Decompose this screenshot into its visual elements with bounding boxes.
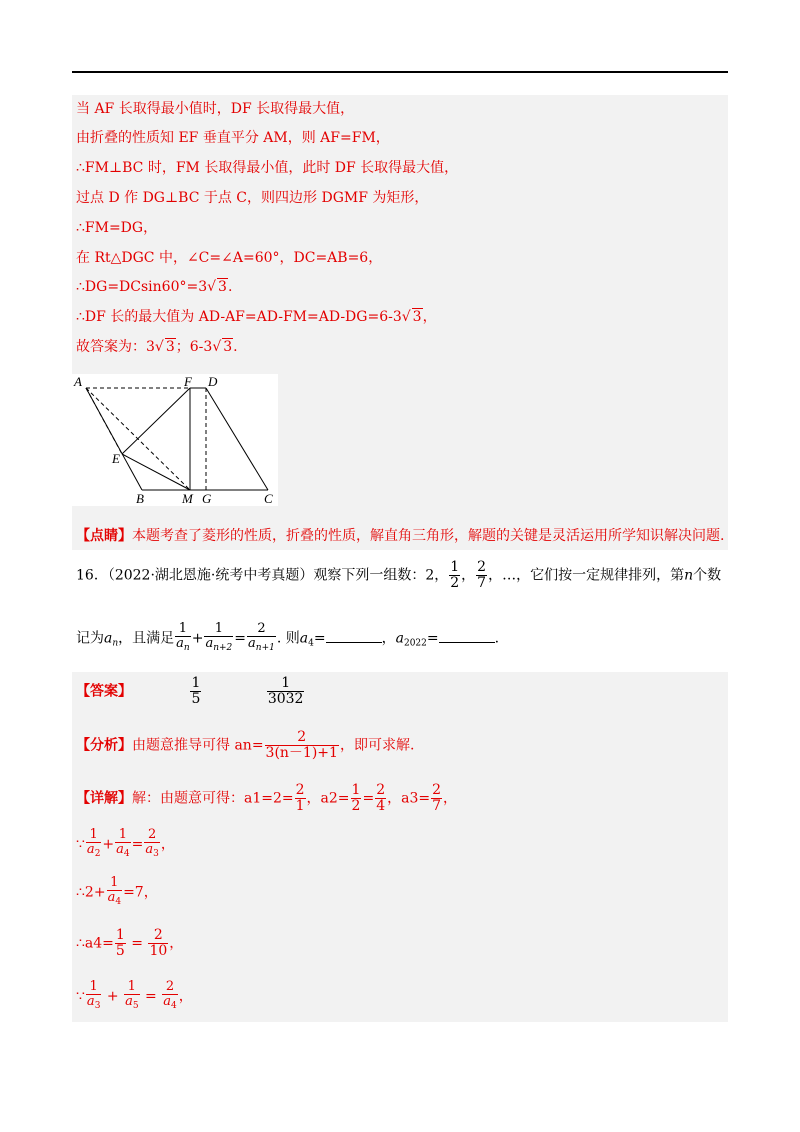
answer-blank-a2022[interactable] (439, 632, 495, 643)
detail-line-5: ∵ $\frac{1}{a_3}$ + $\frac{1}{a_5}$ = $\frac{2}{a_4}$ ， (76, 979, 193, 1011)
var-a: a (86, 842, 95, 857)
sqrt-radicand: 3 (218, 279, 227, 295)
fraction-1-over-an2 (204, 622, 233, 655)
label-C: C (264, 491, 273, 506)
denominator: 5 (115, 943, 125, 959)
denominator: 2 (351, 798, 361, 814)
detail-text: a4= (84, 935, 114, 952)
numerator: 1 (267, 676, 305, 692)
detail-line-3 (76, 876, 158, 909)
sub-5: 5 (132, 1001, 139, 1011)
fraction-1-over-a2 (86, 828, 102, 861)
numerator: 1 (204, 622, 233, 637)
sub-4: 4 (123, 849, 130, 859)
var-a: a (107, 890, 116, 905)
var-a: a (145, 842, 154, 857)
plus-sign: + (191, 630, 204, 647)
denominator: 3(n－1)+1 (265, 745, 338, 761)
sqrt-radicand: 3 (223, 339, 233, 355)
denominator (86, 843, 102, 861)
equals-sign: = (426, 630, 439, 647)
answer-a4-fraction (190, 676, 201, 707)
therefore-symbol: ∴ (76, 884, 85, 901)
top-rule (72, 71, 728, 73)
detail-text: =7， (123, 884, 158, 901)
fraction-2-over-a4 (162, 980, 178, 1013)
label-D: D (208, 374, 218, 389)
fraction-1-over-a3 (86, 980, 102, 1013)
figure-background (72, 374, 278, 506)
denominator: 1 (295, 798, 305, 814)
denominator (175, 637, 191, 655)
label-B: B (136, 491, 144, 506)
sub-2022: 2022 (403, 638, 427, 649)
q16-line2-mid: ，且满足 (118, 630, 175, 647)
numerator: 2 (162, 980, 178, 995)
answer-line (76, 676, 305, 707)
q16-mid: ，…，它们按一定规律排列，第 (488, 567, 685, 584)
var-n: n (684, 567, 694, 584)
fraction-2-7 (476, 560, 487, 591)
var-a: a (299, 630, 309, 647)
denominator (124, 995, 140, 1013)
numerator: 1 (124, 980, 140, 995)
denominator (247, 637, 276, 655)
fraction-1-over-an (175, 622, 191, 655)
answer-tag: 【答案】 (76, 683, 132, 700)
denominator (115, 843, 131, 861)
numerator: 1 (351, 782, 361, 798)
detail-text-2: ，a2= (306, 790, 350, 807)
solution-line-7: ∴DG=DCsin60°=3√ 3. (76, 279, 233, 295)
numerator: 1 (86, 980, 102, 995)
sub-n: n (183, 643, 190, 653)
answer-prefix: 故答案为：3 (76, 339, 155, 355)
q16-line2-prefix: 记为 (76, 630, 104, 647)
numerator: 2 (477, 559, 487, 575)
detail-text: 2+ (84, 884, 106, 901)
denominator (86, 995, 102, 1013)
numerator: 1 (86, 828, 102, 843)
label-A: A (74, 374, 82, 389)
numerator: 1 (107, 876, 123, 891)
numerator: 2 (148, 928, 168, 944)
solution-line-8: ∴DF 长的最大值为 AD-AF=AD-FM=AD-DG=6-3√ 3， (76, 309, 437, 325)
denominator: 5 (191, 691, 201, 707)
sub-4: 4 (115, 897, 122, 907)
analysis-line (76, 730, 414, 761)
because-symbol: ∵ (76, 836, 85, 853)
solution-line-1: 当 AF 长取得最小值时，DF 长取得最大值， (76, 101, 355, 117)
label-E: E (112, 451, 120, 466)
fraction-1-2 (351, 783, 362, 814)
equals-sign: = (313, 630, 326, 647)
sub-n-plus-1: n+1 (255, 643, 275, 653)
fraction-1-over-a4 (115, 828, 131, 861)
punct: . (233, 339, 238, 355)
var-a: a (395, 630, 404, 647)
sub-n: n (112, 638, 119, 649)
fraction-2-over-a3 (144, 828, 160, 861)
denominator: 4 (376, 798, 386, 814)
solution-line-5: ∴FM=DG， (76, 220, 158, 236)
sub-4: 4 (308, 638, 314, 649)
denominator: 3032 (267, 691, 304, 707)
because-symbol: ∵ (76, 988, 85, 1005)
sub-2: 2 (94, 849, 101, 859)
fraction-2-1 (295, 783, 306, 814)
dg-expression: ∴DG=DCsin60°=3 (76, 279, 208, 295)
var-a: a (125, 994, 133, 1009)
detail-text-3: ，a3= (387, 790, 431, 807)
sqrt-radicand: 3 (412, 309, 422, 325)
numerator: 2 (144, 828, 160, 843)
numerator: 2 (376, 782, 386, 798)
numerator: 2 (247, 622, 276, 637)
var-a: a (86, 994, 95, 1009)
fraction-1-over-a5 (124, 980, 140, 1013)
numerator: 1 (115, 927, 125, 943)
label-F: F (184, 374, 192, 389)
q16-line-1: 16．（2022·湖北恩施·统考中考真题）观察下列一组数：2， $\frac{1}{2}$ ， $\frac{2}{7}$ ，…，它们按一定规律排列，第n个数 (76, 559, 722, 591)
df-expression: ∴DF 长的最大值为 AD-AF=AD-FM=AD-DG=6-3 (76, 309, 402, 325)
detail-text-1: 解：由题意可得：a1=2= (132, 790, 294, 807)
dianjing-line (76, 526, 724, 546)
label-M: M (182, 491, 193, 506)
punct: . (494, 630, 500, 647)
solution-line-2: 由折叠的性质知 EF 垂直平分 AM，则 AF=FM， (76, 130, 390, 146)
equals-sign: = (234, 630, 247, 647)
denominator: 2 (450, 575, 460, 591)
solution-line-6: 在 Rt△DGC 中，∠C=∠A=60°，DC=AB=6， (76, 250, 383, 266)
rhombus-fold-figure (72, 374, 278, 506)
sub-3: 3 (153, 849, 159, 859)
solution-line-9: 故答案为：3√ 3；6-3√ 3. (76, 339, 238, 355)
label-G: G (202, 491, 212, 506)
solution-line-3: ∴FM⊥BC 时，FM 长取得最小值，此时 DF 长取得最大值， (76, 160, 459, 176)
numerator: 2 (295, 782, 305, 798)
detail-line-1: 【详解】解：由题意可得：a1=2= $\frac{2}{1}$ ，a2= $\frac{1}{2}$ = $\frac{2}{4}$ ，a3= $\frac{2}{7}$ ， (76, 782, 458, 814)
sqrt-radicand: 3 (165, 339, 175, 355)
sub-4: 4 (170, 1001, 177, 1011)
fraction-2-over-an1 (247, 622, 276, 655)
numerator: 1 (115, 828, 131, 843)
var-a: a (205, 636, 214, 651)
q16-prefix: 16．（2022·湖北恩施·统考中考真题）观察下列一组数：2， (76, 567, 449, 584)
analysis-tag: 【分析】 (76, 737, 132, 754)
var-a: a (176, 636, 184, 651)
therefore-symbol: ∴ (76, 935, 85, 952)
fraction-1-2 (449, 560, 460, 591)
analysis-text-2: ，即可求解. (339, 737, 415, 754)
q16-then: . 则 (276, 630, 300, 647)
fraction-2-7 (431, 783, 442, 814)
var-a: a (104, 630, 113, 647)
general-term-fraction (265, 730, 339, 761)
answer-a2022-fraction (267, 676, 305, 707)
numerator: 1 (191, 675, 201, 691)
punct: ， (422, 309, 437, 325)
fraction-2-10 (148, 928, 168, 959)
sub-n-plus-2: n+2 (213, 643, 233, 653)
solution-line-4: 过点 D 作 DG⊥BC 于点 C，则四边形 DGMF 为矩形， (76, 190, 429, 206)
answer-mid: ；6-3 (175, 339, 213, 355)
var-a: a (248, 636, 256, 651)
denominator (162, 995, 178, 1013)
detail-line-4: ∴a4= $\frac{1}{5}$ = $\frac{2}{10}$ ， (76, 927, 184, 959)
answer-blank-a4[interactable] (326, 632, 382, 643)
dianjing-text: 本题考查了菱形的性质，折叠的性质，解直角三角形，解题的关键是灵活运用所学知识解决问题. (132, 528, 725, 544)
denominator: 7 (477, 575, 487, 591)
fraction-1-over-a4 (107, 876, 123, 909)
numerator: 2 (432, 782, 442, 798)
dianjing-tag: 【点睛】 (76, 528, 132, 544)
denominator (107, 891, 123, 909)
denominator (204, 637, 233, 655)
punct: . (227, 279, 233, 295)
denominator: 10 (149, 943, 168, 959)
numerator: 1 (175, 622, 191, 637)
denominator (144, 843, 160, 861)
analysis-text-1: 由题意推导可得 an= (132, 737, 264, 754)
detail-tag: 【详解】 (76, 790, 132, 807)
var-a: a (116, 842, 124, 857)
detail-line-2: ∵ $\frac{1}{a_2}$ + $\frac{1}{a_4}$ = $\frac{2}{a_3}$ ， (76, 827, 175, 859)
q16-tail: 个数 (693, 567, 722, 584)
sub-3: 3 (94, 1001, 101, 1011)
denominator: 7 (432, 798, 442, 814)
punct: ， (381, 630, 396, 647)
var-a: a (163, 994, 171, 1009)
q16-line-2 (76, 622, 499, 655)
fraction-2-4 (375, 783, 386, 814)
numerator: 1 (450, 559, 460, 575)
fraction-1-5 (115, 928, 126, 959)
numerator: 2 (265, 730, 339, 746)
